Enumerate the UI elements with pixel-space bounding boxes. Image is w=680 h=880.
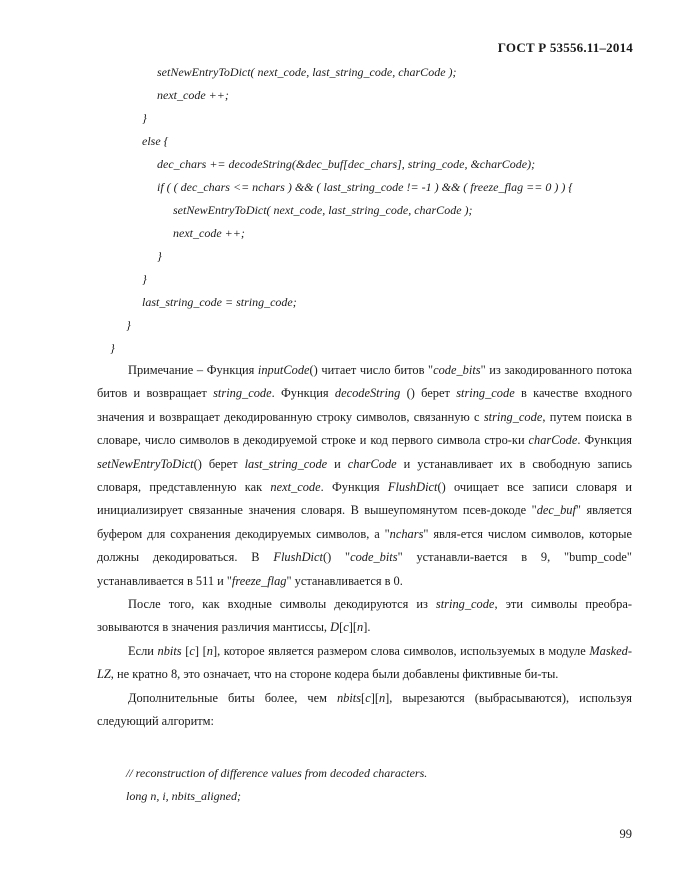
- algorithm-intro-paragraph: Дополнительные биты более, чем nbits[c][n], вырезаются (выбрасываются), используя следующий алгоритм:: [97, 690, 632, 729]
- code-line: dec_chars += decodeString(&dec_buf[dec_chars], string_code, &charCode);: [157, 157, 536, 171]
- body-text: [97, 359, 632, 734]
- mantissa-paragraph: После того, как входные символы декодируются из string_code, эти символы преобра-зовываются в значения различия мантиссы, D[c][n].: [97, 597, 632, 635]
- code-line: else {: [142, 134, 169, 148]
- code-line: }: [126, 318, 131, 332]
- code-line: }: [157, 249, 162, 263]
- standard-header: ГОСТ Р 53556.11–2014: [497, 40, 633, 55]
- page-number: 99: [619, 827, 632, 841]
- code-line: }: [142, 111, 147, 125]
- code-line: }: [142, 272, 147, 286]
- code-line: long n, i, nbits_aligned;: [126, 789, 241, 803]
- code-line: setNewEntryToDict( next_code, last_string_code, charCode );: [173, 203, 473, 217]
- code-line: setNewEntryToDict( next_code, last_string_code, charCode );: [157, 65, 457, 79]
- code-comment-line: // reconstruction of difference values from decoded characters.: [126, 766, 428, 780]
- code-line: last_string_code = string_code;: [142, 295, 297, 309]
- code-line: next_code ++;: [157, 88, 229, 102]
- code-line: if ( ( dec_chars <= nchars ) && ( last_string_code != -1 ) && ( freeze_flag == 0 ) ) {: [157, 180, 574, 194]
- note-paragraph: Примечание – Функция inputCode() читает число битов "code_bits" из закодированного потока битов и возвращает string_code. Функция decodeString () берет string_code в качестве входного значения и возвращает декодированную строку символов, связанную с string_code, путем поиска в словаре, число символов в декодируемой строке и код первого символа стро-ки charCode. Функция setNewEntryToDict() берет last_string_code и charCode и устанавливает их в свободную запись словаря, представленную как next_code. Функция FlushDict() очищает все записи словаря и инициализирует связанные значения словаря. В вышеупомянутом псев-докоде "dec_buf" является буфером для сохранения декодируемых символов, а "nchars" явля-ется числом символов, которые должны декодироваться. В FlushDict() "code_bits" устанавли-вается в 9, "bump_code" устанавливается в 511 и "freeze_flag" устанавливается в 0.: [97, 363, 633, 588]
- code-line: next_code ++;: [173, 226, 245, 240]
- code-line: }: [110, 341, 115, 355]
- nbits-paragraph: Если nbits [c] [n], которое является размером слова символов, используемых в модуле Masked-LZ, не кратно 8, это означает, что на стороне кодера были добавлены фиктивные би-ты.: [97, 643, 633, 682]
